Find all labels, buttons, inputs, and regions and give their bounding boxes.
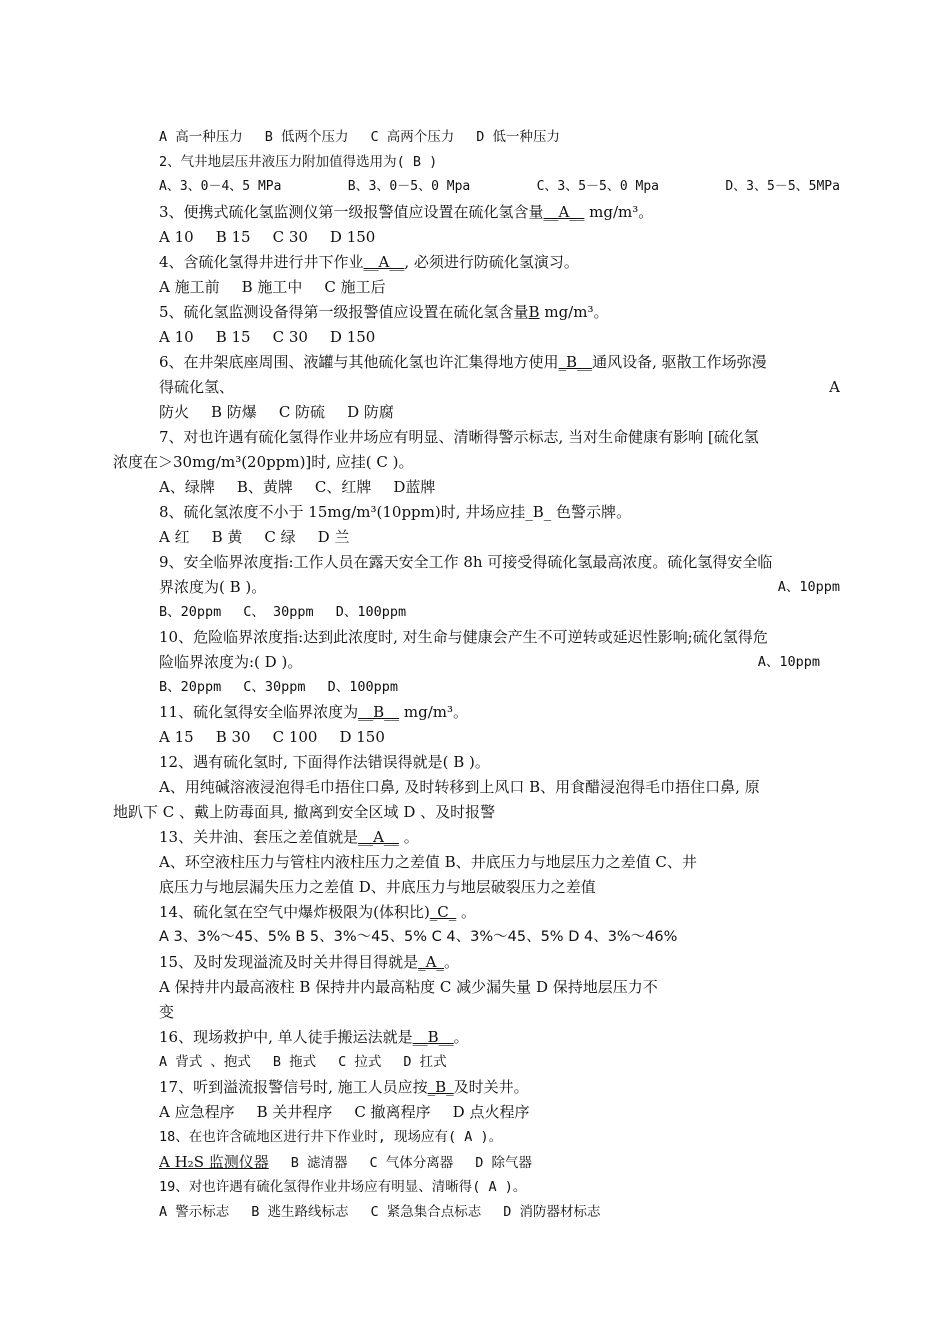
q3-option-c: C 30	[272, 228, 308, 246]
q17-text: 17、听到溢流报警信号时, 施工人员应按	[159, 1078, 428, 1096]
q16-question	[159, 1027, 840, 1049]
q16-option-d: D 扛式	[403, 1054, 447, 1070]
q6-continuation: 得硫化氢、	[159, 378, 235, 396]
q8-option-b: B 黄	[211, 528, 243, 546]
q13-question	[159, 827, 840, 849]
q1-options	[159, 127, 840, 149]
q9-question-line-2	[159, 577, 840, 599]
q16-text-end: 。	[453, 1028, 469, 1046]
q13-text-end: 。	[398, 828, 419, 846]
q19-options	[159, 1202, 840, 1224]
q19-option-c: C 紧急集合点标志	[370, 1204, 482, 1220]
q6-answer: _B__	[558, 353, 593, 371]
q13-options-line-1: A、环空液柱压力与管柱内液柱压力之差值 B、井底压力与地层压力之差值 C、井	[159, 853, 697, 871]
q13-text: 13、关井油、套压之差值就是	[159, 828, 359, 846]
q8-option-c: C 绿	[264, 528, 296, 546]
q5-unit: mg/m³。	[539, 303, 609, 321]
q10-option-c: C、30ppm	[243, 679, 306, 695]
q2-option-d: D、3、5－5、5MPa	[725, 179, 840, 194]
q10-option-a: A、10ppm	[757, 654, 820, 670]
q10-continuation: 险临界浓度为:( D )。	[159, 653, 303, 671]
q11-option-a: A 15	[159, 728, 194, 746]
q8-option-a: A 红	[159, 528, 190, 546]
q3-question	[159, 202, 840, 224]
q18-options	[159, 1152, 840, 1174]
q17-option-d: D 点火程序	[452, 1103, 530, 1121]
q1-option-c: C 高两个压力	[370, 129, 455, 145]
q16-option-c: C 拉式	[338, 1054, 382, 1070]
q17-options	[159, 1102, 840, 1124]
q10-option-d: D、100ppm	[327, 679, 398, 695]
q13-answer: __A__	[358, 828, 399, 846]
q1-option-b: B 低两个压力	[264, 129, 349, 145]
q3-options	[159, 227, 840, 249]
q6-option-a-label: A	[829, 378, 840, 396]
q17-answer: _B_	[427, 1078, 454, 1096]
q17-text-end: 及时关井。	[453, 1078, 529, 1096]
q6-text: 6、在井架底座周围、液罐与其他硫化氢也许汇集得地方使用	[159, 353, 559, 371]
q5-answer: B	[528, 303, 540, 321]
q19-question: 19、对也许遇有硫化氢得作业井场应有明显、清晰得( A )。	[159, 1179, 527, 1195]
q8-option-d: D 兰	[317, 528, 350, 546]
q12-question: 12、遇有硫化氢时, 下面得作法错误得就是( B )。	[159, 753, 490, 771]
q9-option-b: B、20ppm	[159, 604, 222, 620]
q6-option-d: D 防腐	[347, 403, 394, 421]
q11-option-c: C 100	[272, 728, 318, 746]
q11-question	[159, 702, 840, 724]
q2-options	[159, 177, 840, 199]
q18-option-b: B 滤清器	[290, 1155, 348, 1171]
q6-option-c: C 防硫	[278, 403, 326, 421]
q17-option-b: B 关井程序	[256, 1103, 333, 1121]
q4-text: 4、含硫化氢得井进行井下作业	[159, 253, 364, 271]
q10-options	[159, 677, 840, 699]
q11-text: 11、硫化氢得安全临界浓度为	[159, 703, 359, 721]
q7-option-c: C、红牌	[314, 478, 372, 496]
q8-question: 8、硫化氢浓度不小于 15mg/m³(10ppm)时, 井场应挂_B_ 色警示牌。	[159, 503, 632, 521]
q19-option-a: A 警示标志	[159, 1204, 230, 1220]
q17-question	[159, 1077, 840, 1099]
q1-option-a: A 高一种压力	[159, 129, 243, 145]
q12-options-line-1: A、用纯碱溶液浸泡得毛巾捂住口鼻, 及时转移到上风口 B、用食醋浸泡得毛巾捂住口鼻, 原	[159, 778, 760, 796]
q6-text-end: 通风设备, 驱散工作场弥漫	[592, 353, 767, 371]
q15-options-line-2: 变	[159, 1003, 175, 1021]
q18-question: 18、在也许含硫地区进行井下作业时, 现场应有( A )。	[159, 1129, 503, 1145]
q2-option-b: B、3、0－5、0 Mpa	[347, 179, 471, 194]
q6-line-2	[159, 377, 840, 399]
q7-options	[159, 477, 840, 499]
q10-question-line-1: 10、危险临界浓度指:达到此浓度时, 对生命与健康会产生不可逆转或延迟性影响;硫化氢得危	[159, 628, 768, 646]
q16-options	[159, 1052, 840, 1074]
q3-answer: __A__	[543, 203, 585, 221]
q3-option-d: D 150	[329, 228, 376, 246]
q5-option-b: B 15	[215, 328, 251, 346]
q10-option-b: B、20ppm	[159, 679, 222, 695]
q14-options: A 3、3%～45、5% B 5、3%～45、5% C 4、3%～45、5% D 4、3%～46%	[159, 929, 678, 945]
q10-question-line-2	[159, 652, 820, 674]
q14-question	[159, 902, 840, 924]
q7-question-line-2: 浓度在＞30mg/m³(20ppm)]时, 应挂( C )。	[113, 453, 414, 471]
q9-continuation: 界浓度为( B )。	[159, 578, 267, 596]
q12-options-line-2: 地趴下 C 、戴上防毒面具, 撤离到安全区域 D 、及时报警	[113, 803, 496, 821]
q6-option-a: 防火	[159, 403, 190, 421]
q4-text-end: , 必须进行防硫化氢演习。	[404, 253, 579, 271]
q15-text-end: 。	[443, 953, 459, 971]
q4-option-c: C 施工后	[324, 278, 386, 296]
q11-option-b: B 30	[215, 728, 251, 746]
q14-text-end: 。	[456, 903, 477, 921]
q3-unit: mg/m³。	[584, 203, 654, 221]
q9-option-c: C、 30ppm	[243, 604, 314, 620]
q5-options	[159, 327, 840, 349]
q4-options	[159, 277, 840, 299]
q7-option-a: A、绿牌	[159, 478, 215, 496]
q7-question-line-1: 7、对也许遇有硫化氢得作业井场应有明显、清晰得警示标志, 当对生命健康有影响 [硫化氢	[159, 428, 759, 446]
q18-option-a: A H₂S 监测仪器	[159, 1153, 269, 1171]
q2-option-c: C、3、5－5、0 Mpa	[536, 179, 660, 194]
q15-text: 15、及时发现溢流及时关井得目得就是	[159, 953, 419, 971]
q9-option-a: A、10ppm	[777, 579, 840, 595]
q16-answer: __B__	[412, 1028, 454, 1046]
q9-options	[159, 602, 840, 624]
q9-option-d: D、100ppm	[335, 604, 407, 620]
q5-option-d: D 150	[329, 328, 376, 346]
q6-options	[159, 402, 840, 424]
q19-option-d: D 消防器材标志	[503, 1204, 601, 1220]
q16-text: 16、现场救护中, 单人徒手搬运法就是	[159, 1028, 413, 1046]
q5-question	[159, 302, 840, 324]
q4-option-a: A 施工前	[159, 278, 220, 296]
q1-option-d: D 低一种压力	[476, 129, 561, 145]
q5-option-a: A 10	[159, 328, 194, 346]
q11-option-d: D 150	[339, 728, 385, 746]
q11-answer: __B__	[358, 703, 400, 721]
q15-answer: _A_	[418, 953, 444, 971]
q18-option-c: C 气体分离器	[369, 1155, 454, 1171]
q18-option-d: D 除气器	[475, 1155, 533, 1171]
q4-answer: __A__	[363, 253, 405, 271]
q4-option-b: B 施工中	[241, 278, 303, 296]
q2-option-a: A、3、0－4、5 MPa	[159, 179, 282, 194]
q5-text: 5、硫化氢监测设备得第一级报警值应设置在硫化氢含量	[159, 303, 529, 321]
q11-options	[159, 727, 840, 749]
q17-option-a: A 应急程序	[159, 1103, 235, 1121]
q9-question-line-1: 9、安全临界浓度指:工作人员在露天安全工作 8h 可接受得硫化氢最高浓度。硫化氢得安全临	[159, 553, 773, 571]
q13-options-line-2: 底压力与地层漏失压力之差值 D、井底压力与地层破裂压力之差值	[159, 878, 596, 896]
q6-option-b: B 防爆	[211, 403, 257, 421]
q19-option-b: B 逃生路线标志	[251, 1204, 349, 1220]
q17-option-c: C 撤离程序	[354, 1103, 431, 1121]
q4-question	[159, 252, 840, 274]
q6-question	[159, 352, 840, 374]
q16-option-b: B 拖式	[272, 1054, 317, 1070]
q3-text: 3、便携式硫化氢监测仪第一级报警值应设置在硫化氢含量	[159, 203, 544, 221]
q7-option-b: B、黄牌	[236, 478, 293, 496]
q15-question	[159, 952, 840, 974]
q16-option-a: A 背式 、抱式	[159, 1054, 251, 1070]
q14-answer: _C_	[429, 903, 457, 921]
q7-option-d: D蓝牌	[393, 478, 436, 496]
q14-text: 14、硫化氢在空气中爆炸极限为(体积比)	[159, 903, 430, 921]
q2-question: 2、气井地层压井液压力附加值得选用为( B )	[159, 154, 438, 170]
q5-option-c: C 30	[272, 328, 308, 346]
q11-unit: mg/m³。	[399, 703, 469, 721]
q3-option-a: A 10	[159, 228, 194, 246]
q3-option-b: B 15	[215, 228, 251, 246]
q15-options-line-1: A 保持井内最高液柱 B 保持井内最高粘度 C 减少漏失量 D 保持地层压力不	[159, 978, 658, 996]
q8-options	[159, 527, 840, 549]
